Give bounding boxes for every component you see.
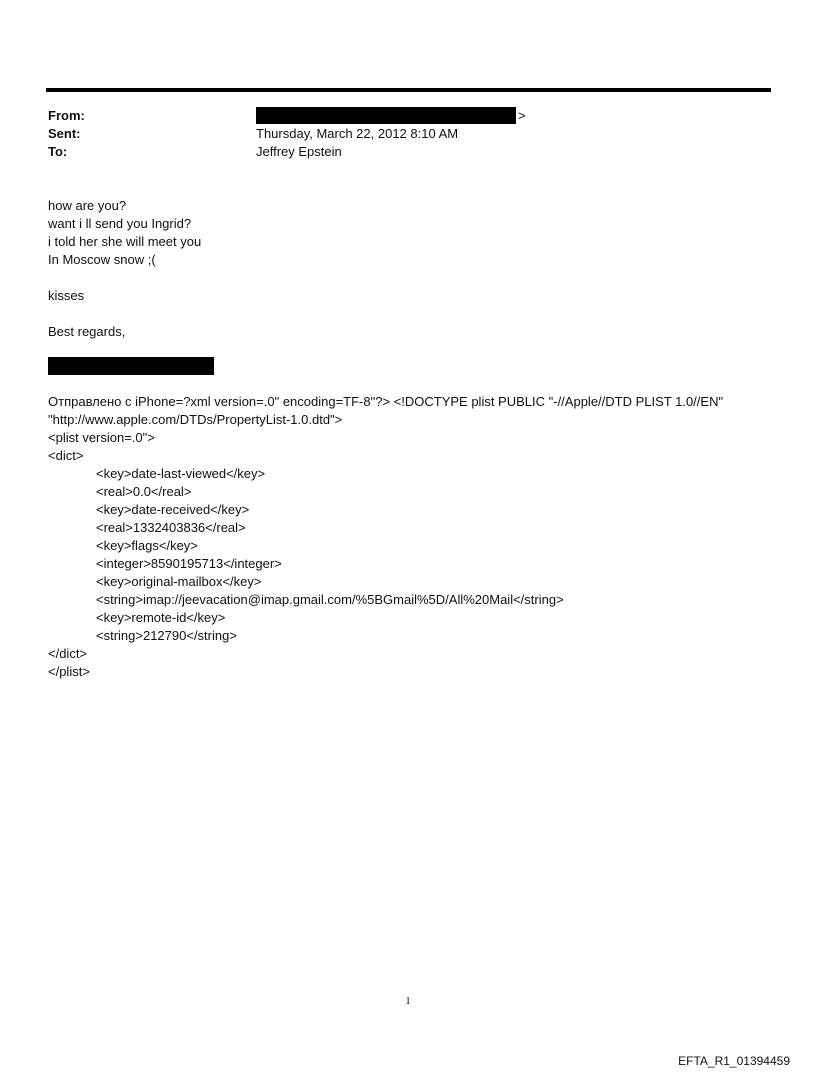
plist-entry: <real>0.0</real> (96, 484, 192, 499)
plist-open: <plist version=.0"> (48, 430, 155, 445)
to-value: Jeffrey Epstein (256, 144, 342, 159)
plist-entry: <string>212790</string> (96, 628, 237, 643)
top-rule (46, 88, 771, 92)
plist-entry: <key>date-last-viewed</key> (96, 466, 266, 481)
message-line: i told her she will meet you (48, 234, 202, 249)
bates-number: EFTA_R1_01394459 (678, 1054, 790, 1068)
redacted-sender (256, 107, 516, 124)
message-regards: Best regards, (48, 324, 126, 339)
plist-entry: <real>1332403836</real> (96, 520, 246, 535)
plist-line: "http://www.apple.com/DTDs/PropertyList-1.0.dtd"> (48, 412, 343, 427)
page-number: 1 (405, 995, 411, 1007)
plist-entry: <key>remote-id</key> (96, 610, 226, 625)
plist-entry: <integer>8590195713</integer> (96, 556, 282, 571)
message-line: want i ll send you Ingrid? (48, 216, 192, 231)
plist-line: Отправлено с iPhone=?xml version=.0" encoding=TF-8"?> <!DOCTYPE plist PUBLIC "-//Apple//DTD PLIST 1.0//EN" (48, 394, 724, 409)
dict-open: <dict> (48, 448, 84, 463)
from-suffix: > (518, 108, 526, 123)
plist-entry: <key>date-received</key> (96, 502, 250, 517)
message-line: In Moscow snow ;( (48, 252, 156, 267)
to-label: To: (48, 144, 68, 159)
dict-close: </dict> (48, 646, 88, 661)
message-line: how are you? (48, 198, 127, 213)
sent-value: Thursday, March 22, 2012 8:10 AM (256, 126, 459, 141)
sent-label: Sent: (48, 126, 81, 141)
plist-entry: <key>original-mailbox</key> (96, 574, 262, 589)
redacted-signature (48, 357, 214, 375)
from-label: From: (48, 108, 85, 123)
plist-entry: <string>imap://jeevacation@imap.gmail.com/%5BGmail%5D/All%20Mail</string> (96, 592, 564, 607)
message-kisses: kisses (48, 288, 85, 303)
plist-entry: <key>flags</key> (96, 538, 198, 553)
plist-close: </plist> (48, 664, 90, 679)
